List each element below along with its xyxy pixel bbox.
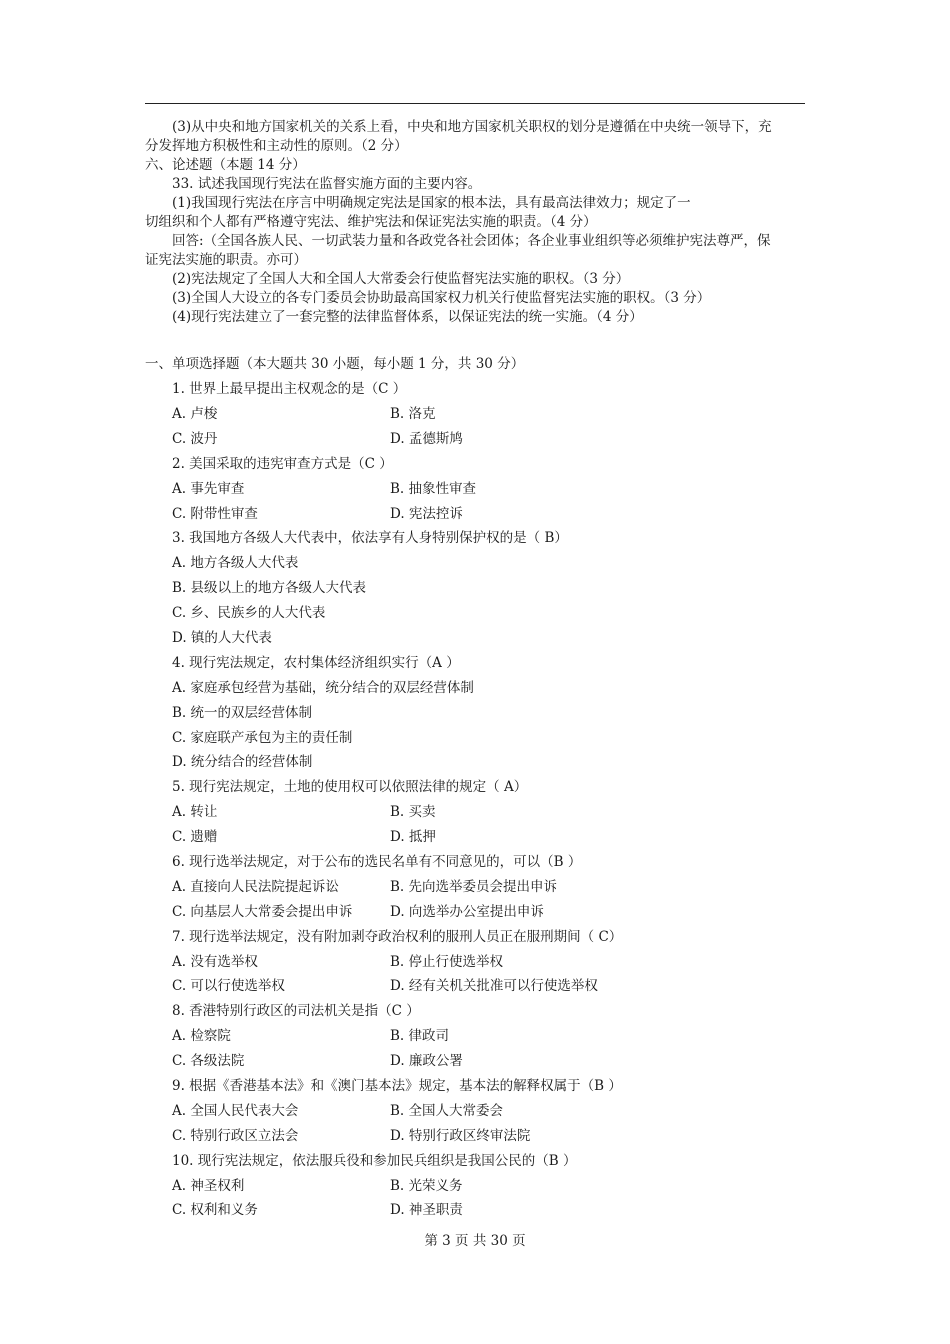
option-a: A. 家庭承包经营为基础，统分结合的双层经营体制 xyxy=(172,680,474,696)
answer-line: (3)从中央和地方国家机关的关系上看，中央和地方国家机关职权的划分是遵循在中央统一领导下，充 xyxy=(172,119,772,135)
option-c: C. 乡、民族乡的人大代表 xyxy=(172,605,326,621)
option-b: B. 县级以上的地方各级人大代表 xyxy=(172,580,367,596)
page-number: 第 3 页 共 30 页 xyxy=(424,1233,526,1249)
question-text: 1. 世界上最早提出主权观念的是（C ） xyxy=(172,381,407,397)
option-b: B. 光荣义务 xyxy=(390,1178,463,1194)
answer-line: 分发挥地方积极性和主动性的原则。（2 分） xyxy=(145,138,408,154)
option-b: B. 停止行使选举权 xyxy=(390,954,504,970)
answer-line: (2)宪法规定了全国人大和全国人大常委会行使监督宪法实施的职权。（3 分） xyxy=(172,271,630,287)
option-a: A. 没有选举权 xyxy=(172,954,258,970)
option-b: B. 先向选举委员会提出申诉 xyxy=(390,879,558,895)
option-c: C. 附带性审查 xyxy=(172,506,258,522)
option-a: A. 转让 xyxy=(172,804,218,820)
option-d: D. 抵押 xyxy=(390,829,436,845)
option-c: C. 家庭联产承包为主的责任制 xyxy=(172,730,353,746)
option-a: A. 事先审查 xyxy=(172,481,245,497)
question-text: 4. 现行宪法规定，农村集体经济组织实行（A ） xyxy=(172,655,460,671)
option-a: A. 神圣权利 xyxy=(172,1178,245,1194)
option-a: A. 卢梭 xyxy=(172,406,218,422)
option-a: A. 检察院 xyxy=(172,1028,231,1044)
question-text: 10. 现行宪法规定，依法服兵役和参加民兵组织是我国公民的（B ） xyxy=(172,1153,577,1169)
question-text: 6. 现行选举法规定，对于公布的选民名单有不同意见的，可以（B ） xyxy=(172,854,582,870)
option-b: B. 抽象性审查 xyxy=(390,481,477,497)
answer-line: 切组织和个人都有严格遵守宪法、维护宪法和保证宪法实施的职责。（4 分） xyxy=(145,214,597,230)
option-b: B. 买卖 xyxy=(390,804,436,820)
option-d: D. 宪法控诉 xyxy=(390,506,463,522)
option-a: A. 地方各级人大代表 xyxy=(172,555,299,571)
option-d: D. 廉政公署 xyxy=(390,1053,463,1069)
option-c: C. 遗赠 xyxy=(172,829,218,845)
option-b: B. 洛克 xyxy=(390,406,436,422)
section-heading-choice: 一、单项选择题（本大题共 30 小题，每小题 1 分，共 30 分） xyxy=(145,356,525,372)
option-d: D. 镇的人大代表 xyxy=(172,630,272,646)
essay-question: 33. 试述我国现行宪法在监督实施方面的主要内容。 xyxy=(172,176,482,192)
question-text: 2. 美国采取的违宪审查方式是（C ） xyxy=(172,456,393,472)
option-b: B. 统一的双层经营体制 xyxy=(172,705,313,721)
option-b: B. 全国人大常委会 xyxy=(390,1103,504,1119)
option-a: A. 全国人民代表大会 xyxy=(172,1103,299,1119)
option-c: C. 可以行使选举权 xyxy=(172,978,285,994)
section-heading-essay: 六、论述题（本题 14 分） xyxy=(145,157,306,173)
option-d: D. 经有关机关批准可以行使选举权 xyxy=(390,978,598,994)
option-c: C. 各级法院 xyxy=(172,1053,245,1069)
option-b: B. 律政司 xyxy=(390,1028,450,1044)
answer-line: (4)现行宪法建立了一套完整的法律监督体系，以保证宪法的统一实施。（4 分） xyxy=(172,309,643,325)
option-c: C. 特别行政区立法会 xyxy=(172,1128,299,1144)
answer-line: 回答:（全国各族人民、一切武装力量和各政党各社会团体；各企业事业组织等必须维护宪法尊严，保 xyxy=(172,233,771,249)
answer-line: (3)全国人大设立的各专门委员会协助最高国家权力机关行使监督宪法实施的职权。（3 分） xyxy=(172,290,711,306)
option-d: D. 特别行政区终审法院 xyxy=(390,1128,531,1144)
option-d: D. 神圣职责 xyxy=(390,1202,463,1218)
option-c: C. 权利和义务 xyxy=(172,1202,258,1218)
option-c: C. 向基层人大常委会提出申诉 xyxy=(172,904,353,920)
option-c: C. 波丹 xyxy=(172,431,218,447)
answer-line: 证宪法实施的职责。亦可） xyxy=(145,252,307,268)
question-text: 7. 现行选举法规定，没有附加剥夺政治权利的服刑人员正在服刑期间（ C） xyxy=(172,929,623,945)
option-a: A. 直接向人民法院提起诉讼 xyxy=(172,879,339,895)
question-text: 5. 现行宪法规定，土地的使用权可以依照法律的规定（ A） xyxy=(172,779,528,795)
question-text: 9. 根据《香港基本法》和《澳门基本法》规定，基本法的解释权属于（B ） xyxy=(172,1078,622,1094)
option-d: D. 统分结合的经营体制 xyxy=(172,754,313,770)
question-text: 3. 我国地方各级人大代表中，依法享有人身特别保护权的是（ B） xyxy=(172,530,568,546)
question-text: 8. 香港特别行政区的司法机关是指（C ） xyxy=(172,1003,420,1019)
answer-line: (1)我国现行宪法在序言中明确规定宪法是国家的根本法，具有最高法律效力；规定了一 xyxy=(172,195,691,211)
header-rule xyxy=(145,103,805,104)
option-d: D. 孟德斯鸠 xyxy=(390,431,463,447)
option-d: D. 向选举办公室提出申诉 xyxy=(390,904,544,920)
